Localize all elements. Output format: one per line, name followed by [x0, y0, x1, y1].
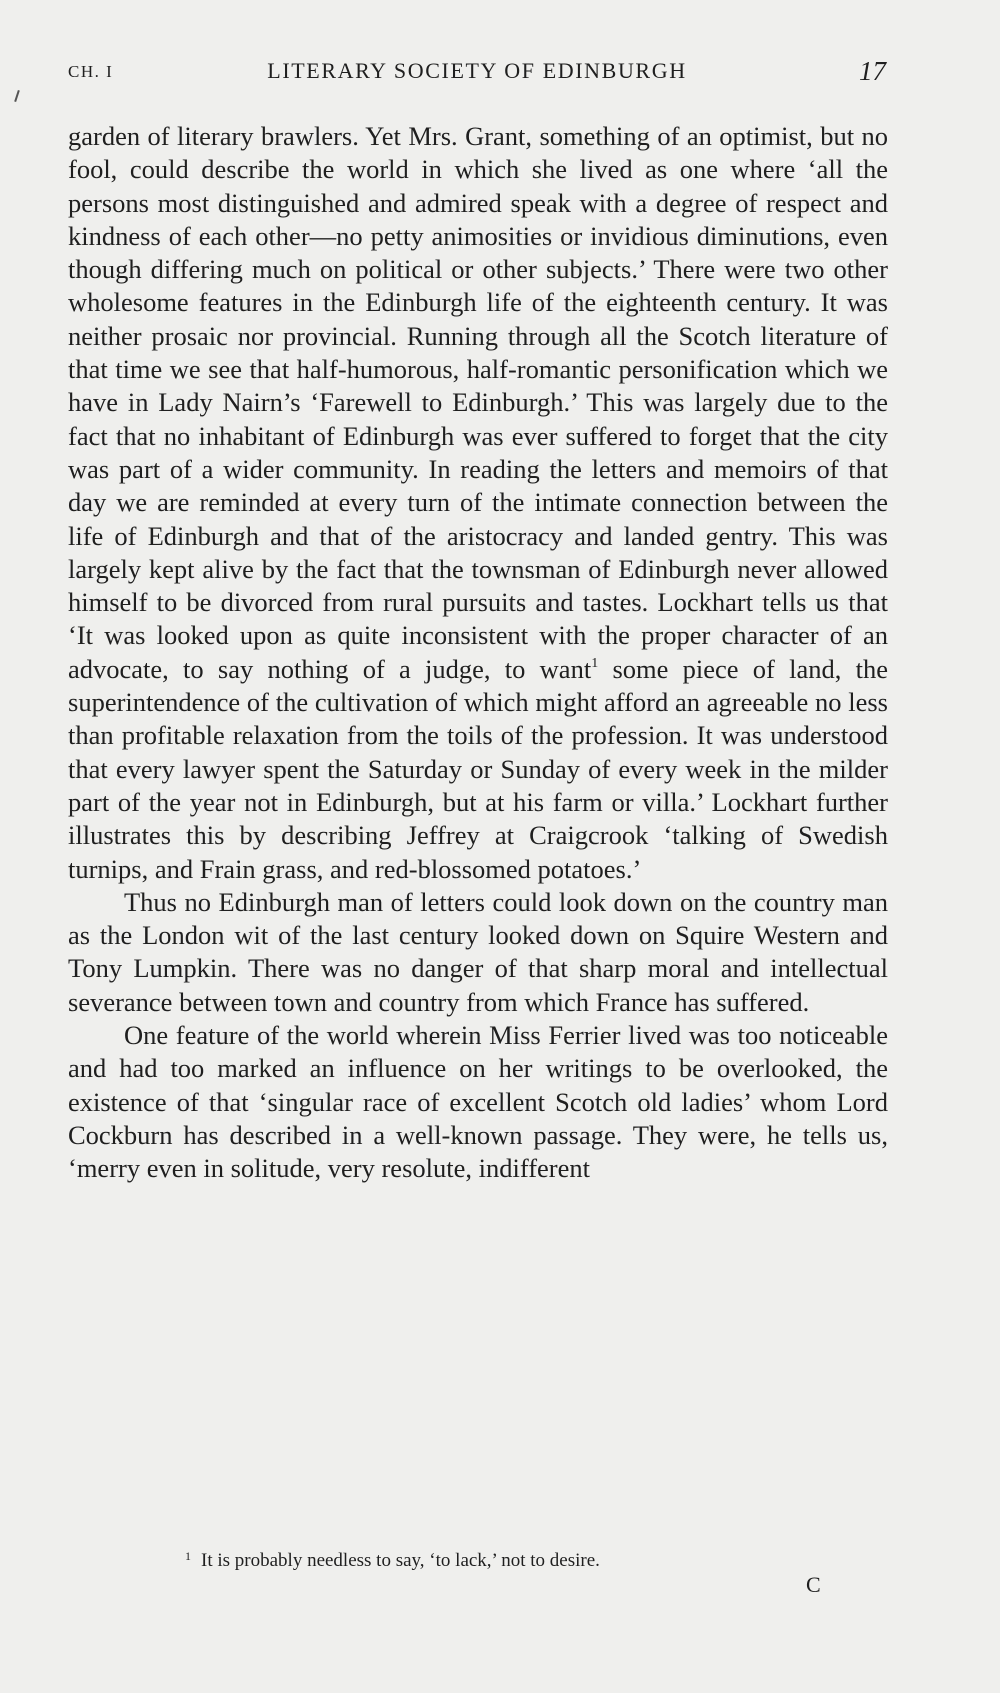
page-number: 17 — [859, 56, 886, 86]
paragraph-text: garden of literary brawlers. Yet Mrs. Grant, something of an optimist, but no fool, could describe the world in which she lived as one where ‘all the persons most distinguished and admired speak with a degree of respect and kindness of each other—no petty animosities or invidious diminutions, even though differing much on political or other subjects.’ There were two other wholesome features in the Edinburgh life of the eighteenth century. It was neither prosaic nor provincial. Running through all the Scotch literature of that time we see that half-humorous, half-romantic personification which we have in Lady Nairn’s ‘Farewell to Edinburgh.’ This was largely due to the fact that no inhabitant of Edinburgh was ever suffered to forget that the city was part of a wider community. In reading the letters and memoirs of that day we are reminded at every turn of the intimate connection between the life of Edinburgh and that of the aristocracy and landed gentry. This was largely kept alive by the fact that the townsman of Edinburgh never allowed himself to be divorced from rural pursuits and tastes. Lockhart tells us that ‘It was looked upon as quite inconsistent with the proper character of an advocate, to say nothing of a judge, to want — [68, 121, 888, 684]
paragraph: Thus no Edinburgh man of letters could look down on the country man as the London wit of the last century looked down on Squire Western and Tony Lumpkin. There was no danger of that sharp moral and intellectual severance between town and country from which France has suffered. — [68, 886, 888, 1017]
signature-mark: C — [806, 1572, 822, 1597]
paragraph-text: some piece of land, the superintendence of the cultivation of which might afford an agreeable no less than profitable relaxation from the toils of the profession. It was understood that every lawyer spent the Saturday or Sunday of every week in the milder part of the year not in Edinburgh, but at his farm or villa.’ Lockhart further illustrates this by describing Jeffrey at Craigcrook ‘talking of Swedish turnips, and Frain grass, and red-blossomed potatoes.’ — [68, 653, 888, 884]
footnote-mark: 1 — [185, 1549, 191, 1563]
margin-pencil-mark — [14, 90, 20, 102]
paragraph: One feature of the world wherein Miss Ferrier lived was too noticeable and had too marked an influence on her writings to be overlooked, the existence of that ‘singular race of excellent Scotch old ladies’ whom Lord Cockburn has described in a well-known passage. They were, he tells us, ‘merry even in solitude, very resolute, indifferent — [68, 1020, 888, 1184]
footnote — [185, 1544, 885, 1573]
footnote-reference: 1 — [591, 655, 599, 671]
footnote-text: It is probably needless to say, ‘to lack,’ not to desire. — [201, 1550, 600, 1571]
running-title: LITERARY SOCIETY OF EDINBURGH — [267, 58, 687, 83]
running-head — [68, 56, 886, 92]
body-text — [68, 120, 888, 1186]
chapter-label: CH. I — [68, 62, 114, 81]
paragraph-continued — [68, 120, 888, 886]
